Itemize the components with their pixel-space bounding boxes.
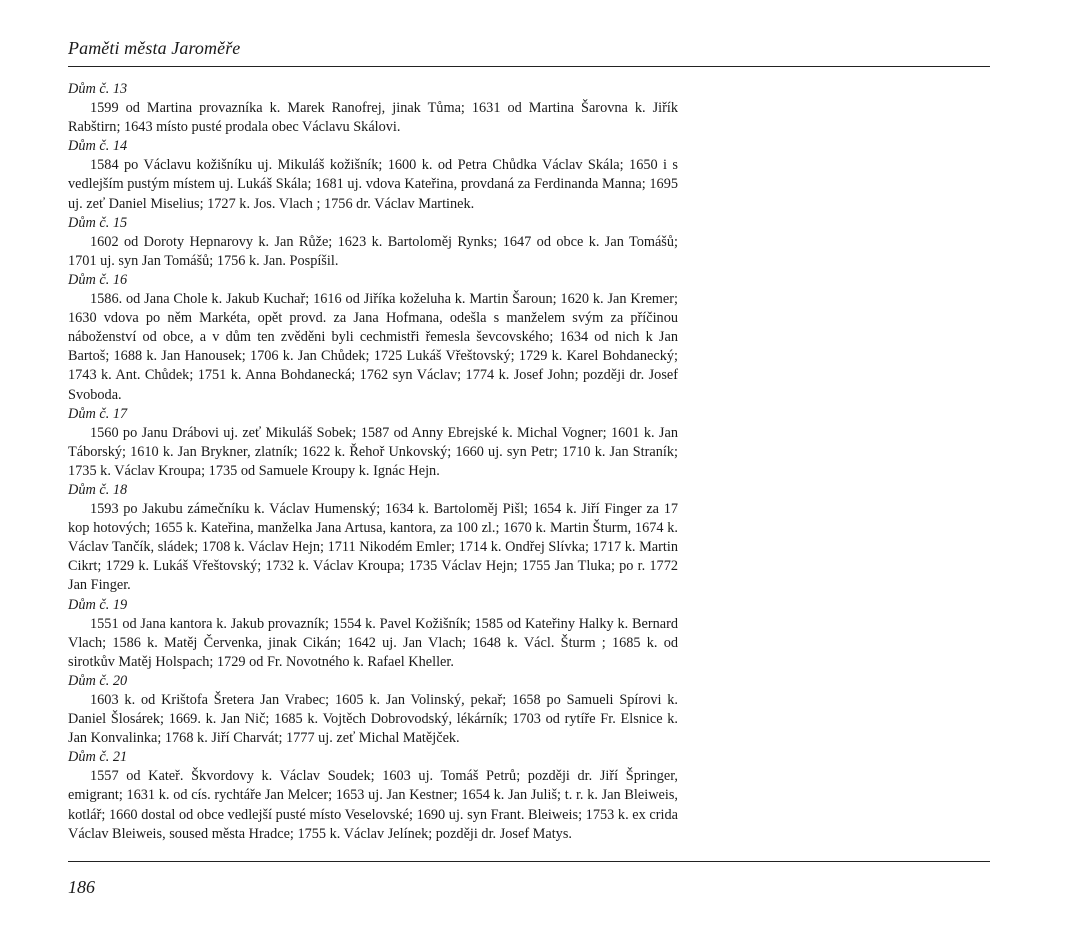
footer-rule	[68, 861, 990, 862]
house-title: Dům č. 18	[68, 481, 128, 498]
house-entry: 1603 k. od Krištofa Šretera Jan Vrabec; 1605 k. Jan Volinský, pekař; 1658 po Samueli Spírovi k. Daniel Šlosárek; 1669. k. Jan Nič; 1685 k. Vojtěch Dobrovodský, lékárník; 1703 od rytíře Fr. Elsnice k. Jan Konvalinka; 1768 k. Jiří Charvát; 1777 uj. zeť Michal Matějček.	[68, 692, 678, 747]
house-title: Dům č. 16	[68, 271, 128, 288]
house-title: Dům č. 20	[68, 672, 128, 689]
house-entry: 1584 po Václavu kožišníku uj. Mikuláš kožišník; 1600 k. od Petra Chůdka Václav Skála; 1650 i s vedlejším pustým místem uj. Lukáš Skála; 1681 uj. vdova Kateřina, provdaná za Ferdinanda Manna; 1695 uj. zeť Daniel Miselius; 1727 k. Jos. Vlach ; 1756 dr. Václav Martinek.	[68, 157, 678, 212]
house-entry: 1593 po Jakubu zámečníku k. Václav Humenský; 1634 k. Bartoloměj Pišl; 1654 k. Jiří Finger za 17 kop hotových; 1655 k. Kateřina, manželka Jana Artusa, kantora, za 100 zl.; 1670 k. Martin Šturm, 1674 k. Václav Tančík, sládek; 1708 k. Václav Hejn; 1711 Nikodém Emler; 1714 k. Ondřej Slívka; 1717 k. Martin Cikrt; 1729 k. Lukáš Vřeštovský; 1732 k. Václav Kroupa; 1735 Václav Hejn; 1755 Jan Tluka; po r. 1772 Jan Finger.	[68, 501, 678, 594]
running-head: Paměti města Jaroměře	[68, 38, 241, 58]
house-entry: 1602 od Doroty Hepnarovy k. Jan Růže; 1623 k. Bartoloměj Rynks; 1647 od obce k. Jan Tomášů; 1701 uj. syn Jan Tomášů; 1756 k. Jan. Pospíšil.	[68, 233, 678, 269]
house-entry: 1560 po Janu Drábovi uj. zeť Mikuláš Sobek; 1587 od Anny Ebrejské k. Michal Vogner; 1601 k. Jan Táborský; 1610 k. Jan Brykner, zlatník; 1622 k. Řehoř Unkovský; 1660 uj. syn Petr; 1710 k. Jan Straník; 1735 k. Václav Kroupa; 1735 od Samuele Kroupy k. Ignác Hejn.	[68, 424, 678, 479]
page-number: 186	[68, 877, 95, 897]
house-entry: 1586. od Jana Chole k. Jakub Kuchař; 1616 od Jiříka koželuha k. Martin Šaroun; 1620 k. Jan Kremer; 1630 vdova po něm Markéta, opět provd. za Jana Hofmana, odešla s manželem svým za příčinou náboženství od obce, a v dům ten zvěděni byli cechmistři řemesla ševcovského; 1634 od nich k Jan Bartoš; 1688 k. Jan Hanousek; 1706 k. Jan Chůdek; 1725 Lukáš Vřeštovský; 1729 k. Karel Bohdanecký; 1743 k. Ant. Chůdek; 1751 k. Anna Bohdanecká; 1762 syn Václav; 1774 k. Josef John; později dr. Josef Svoboda.	[68, 291, 678, 403]
house-entry: 1599 od Martina provazníka k. Marek Ranofrej, jinak Tůma; 1631 od Martina Šarovna k. Jiřík Rabštirn; 1643 místo pusté prodala obec Václavu Skálovi.	[68, 100, 678, 136]
house-title: Dům č. 21	[68, 749, 128, 766]
house-title: Dům č. 14	[68, 138, 128, 155]
house-register-text	[68, 80, 678, 844]
house-title: Dům č. 19	[68, 596, 128, 613]
house-title: Dům č. 15	[68, 214, 128, 231]
house-entry: 1557 od Kateř. Škvordovy k. Václav Soudek; 1603 uj. Tomáš Petrů; později dr. Jiří Špringer, emigrant; 1631 k. od cís. rychtáře Jan Melcer; 1653 uj. Jan Kestner; 1654 k. Jan Juliš; t. r. k. Jan Bleiweis, kotlář; 1660 dostal od obce vedlejší pusté místo Veselovské; 1690 uj. syn Frant. Bleiweis; 1753 k. ex crida Václav Bleiweis, soused města Hradce; 1755 k. Václav Jelínek; později dr. Josef Matys.	[68, 768, 678, 842]
house-entry: 1551 od Jana kantora k. Jakub provazník; 1554 k. Pavel Kožišník; 1585 od Kateřiny Halky k. Bernard Vlach; 1586 k. Matěj Červenka, jinak Cikán; 1642 uj. Jan Vlach; 1648 k. Václ. Šturm ; 1685 k. od sirotkův Matěj Holspach; 1729 od Fr. Novotného k. Rafael Kheller.	[68, 615, 678, 670]
header-rule	[68, 66, 990, 67]
house-title: Dům č. 13	[68, 81, 128, 97]
house-title: Dům č. 17	[68, 405, 128, 422]
